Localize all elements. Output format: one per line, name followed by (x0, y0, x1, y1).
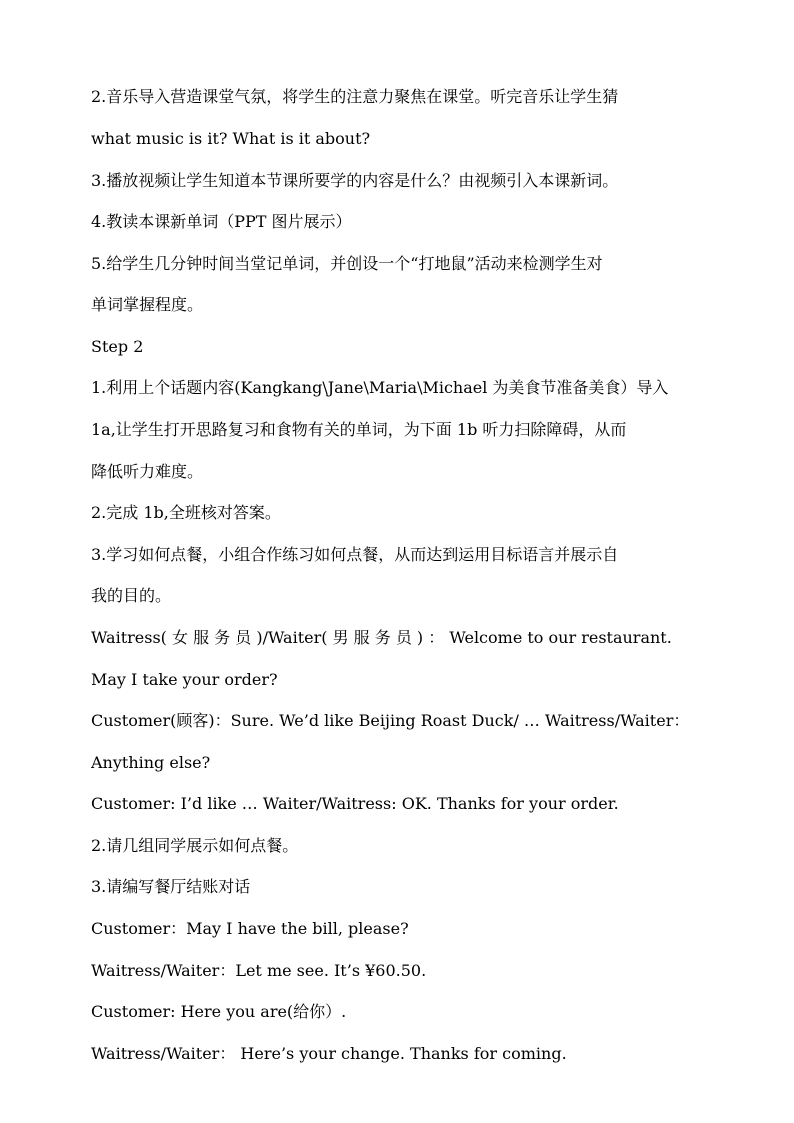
text-line-19: 2.请几组同学展示如何点餐。 (91, 836, 299, 855)
step-heading: Step 2 (91, 337, 144, 356)
text-line-1: 2.音乐导入营造课堂气氛，将学生的注意力聚焦在课堂。听完音乐让学生猜 (91, 87, 619, 106)
text-line-8: 1.利用上个话题内容(Kangkang\Jane\Maria\Michael 为美食节准备美食）导入 (91, 378, 669, 397)
dialogue-line-9: Waitress/Waiter： Here’s your change. Thanks for coming. (91, 1044, 567, 1063)
text-line-2: what music is it? What is it about? (91, 129, 371, 148)
text-line-10: 降低听力难度。 (91, 462, 204, 481)
text-line-3: 3.播放视频让学生知道本节课所要学的内容是什么？由视频引入本课新词。 (91, 171, 619, 190)
dialogue-line-5: Customer: I’d like … Waiter/Waitress: OK. Thanks for your order. (91, 794, 619, 813)
text-line-20: 3.请编写餐厅结账对话 (91, 877, 251, 896)
dialogue-line-6: Customer：May I have the bill, please? (91, 919, 409, 938)
text-line-5: 5.给学生几分钟时间当堂记单词，并创设一个“打地鼠”活动来检测学生对 (91, 254, 603, 273)
dialogue-line-4: Anything else? (91, 753, 211, 772)
dialogue-line-1: Waitress( 女 服 务 员 )/Waiter( 男 服 务 员 ) ： Welcome to our restaurant. (91, 628, 672, 647)
text-line-13: 我的目的。 (91, 586, 172, 605)
text-line-9: 1a,让学生打开思路复习和食物有关的单词，为下面 1b 听力扫除障碍，从而 (91, 420, 627, 439)
text-line-11: 2.完成 1b,全班核对答案。 (91, 503, 281, 522)
text-line-6: 单词掌握程度。 (91, 295, 204, 314)
dialogue-line-3: Customer(顾客)：Sure. We’d like Beijing Roast Duck/ … Waitress/Waiter： (91, 711, 690, 730)
dialogue-line-2: May I take your order? (91, 670, 278, 689)
dialogue-line-8: Customer: Here you are(给你）. (91, 1002, 347, 1021)
dialogue-line-7: Waitress/Waiter：Let me see. It’s ¥60.50. (91, 961, 427, 980)
text-line-12: 3.学习如何点餐，小组合作练习如何点餐，从而达到运用目标语言并展示自 (91, 545, 619, 564)
text-line-4: 4.教读本课新单词（PPT 图片展示） (91, 212, 352, 231)
